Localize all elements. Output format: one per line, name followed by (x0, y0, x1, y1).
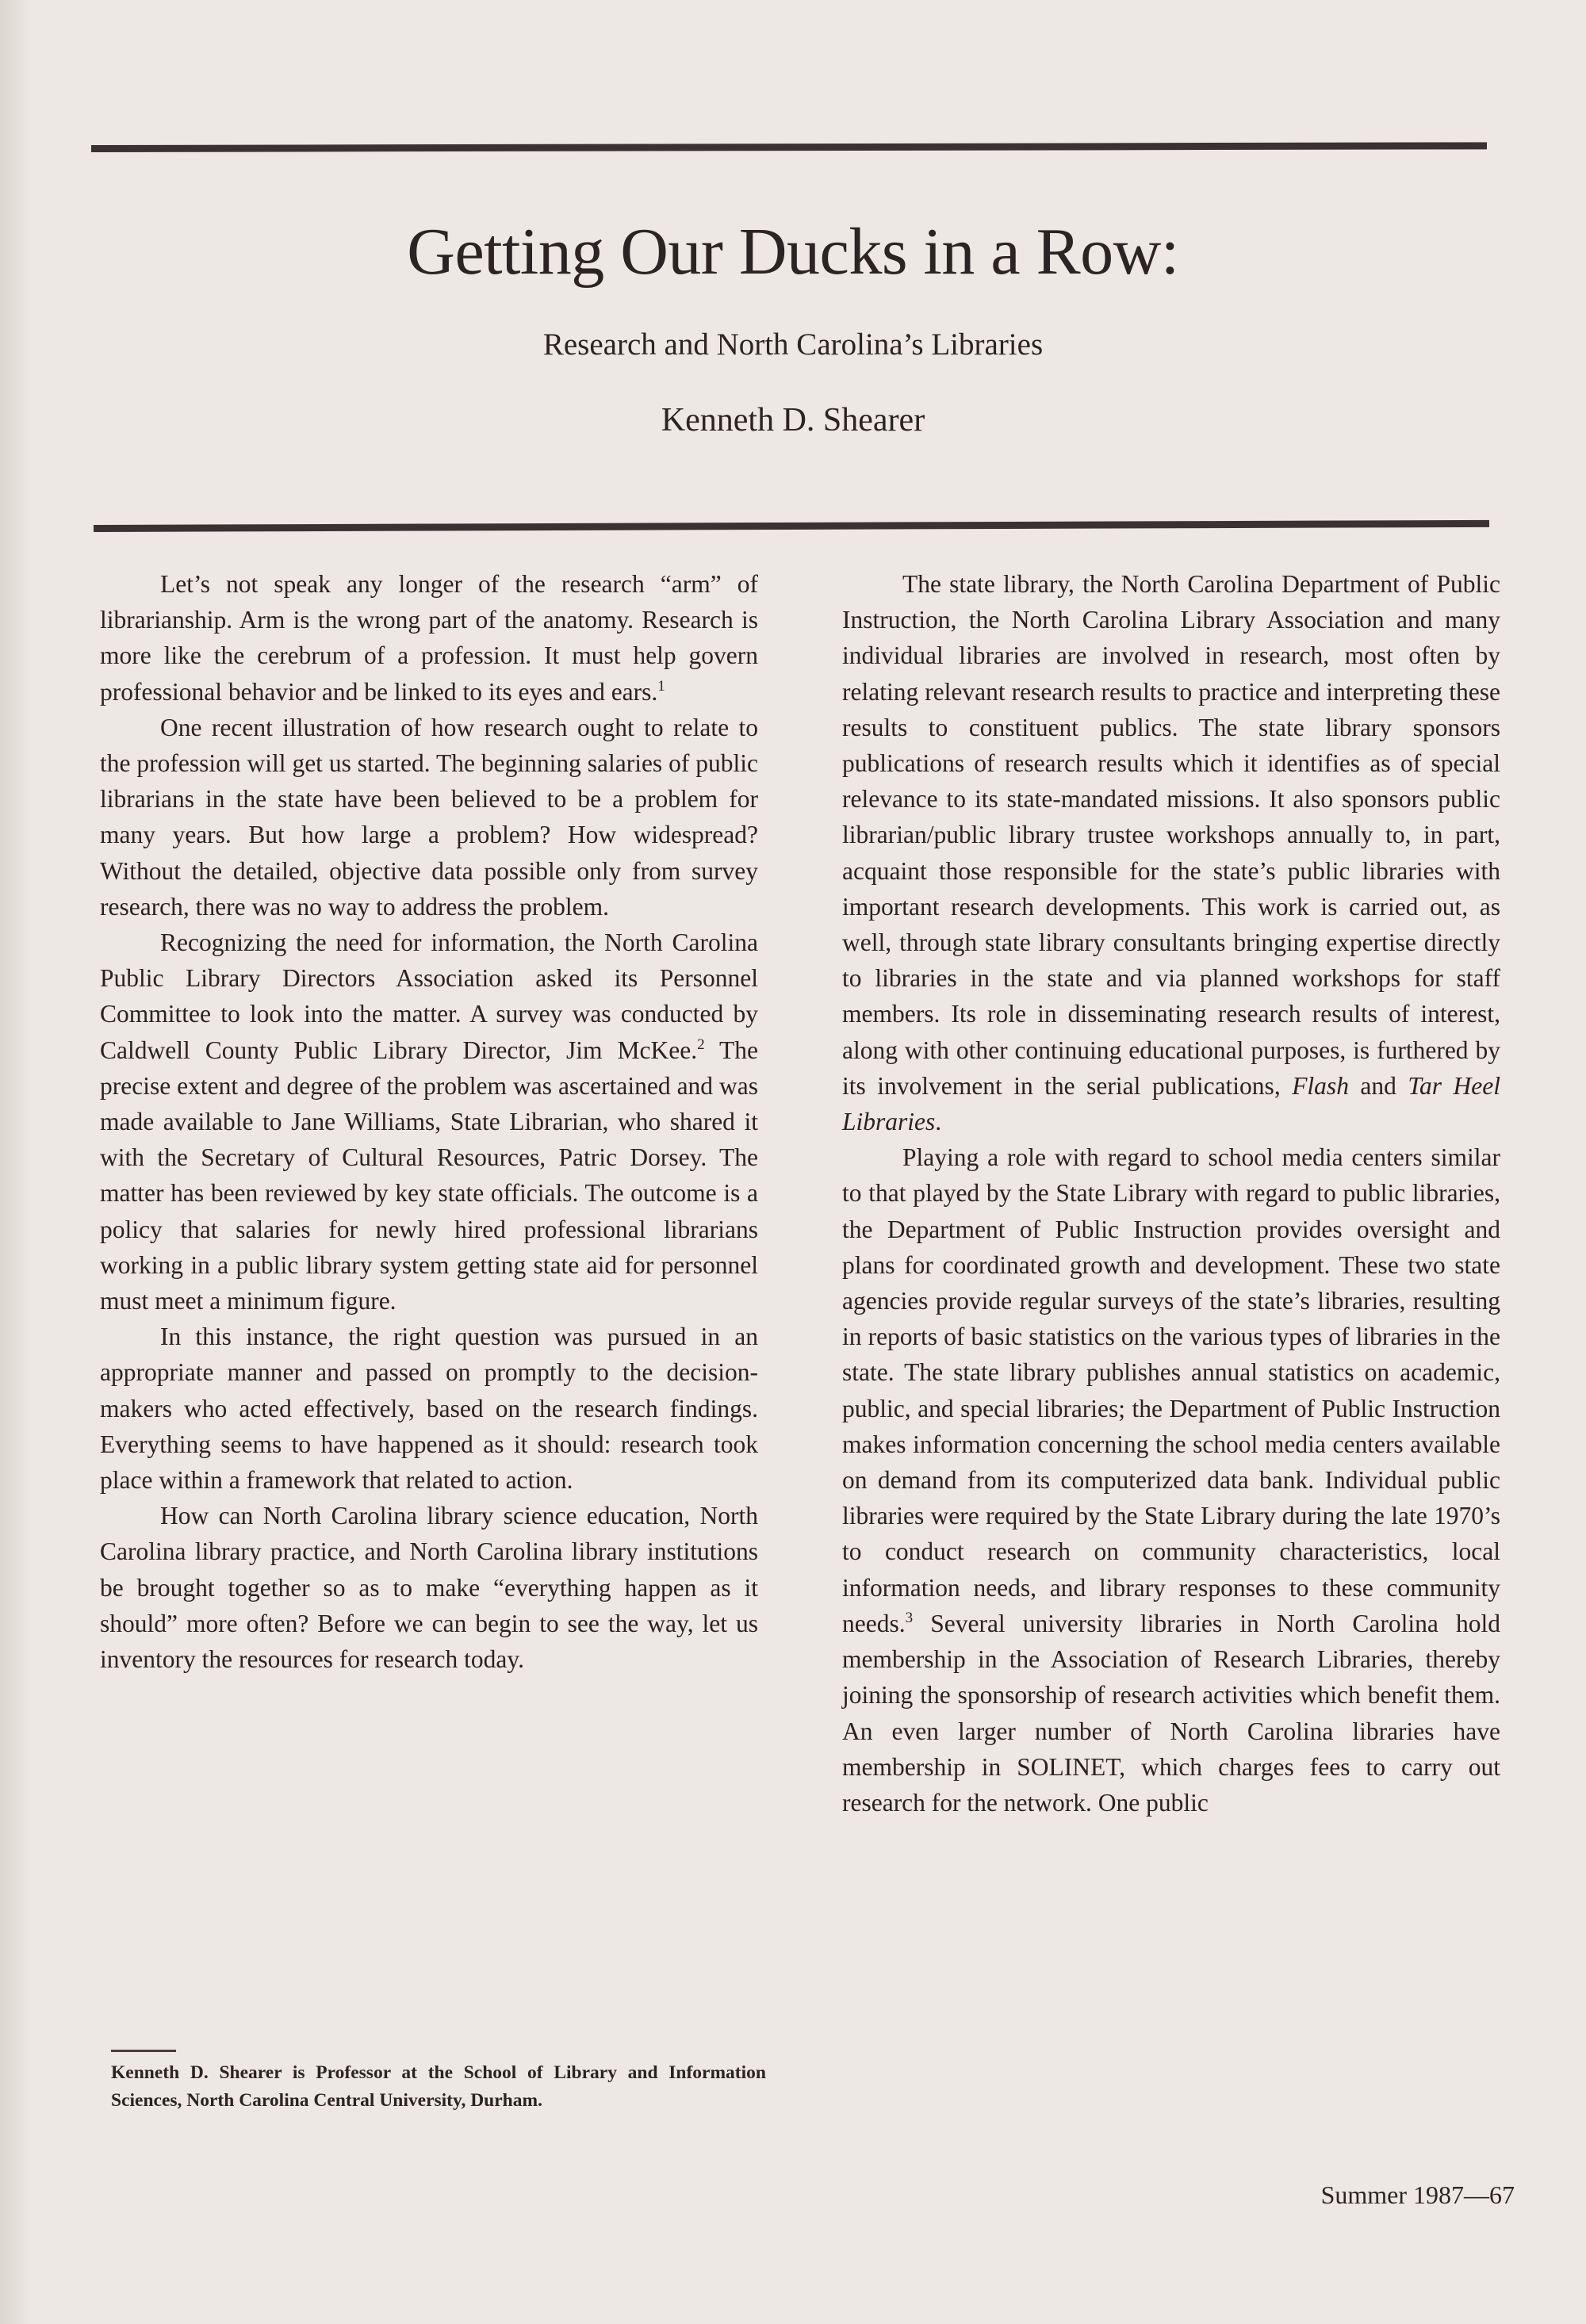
folio-separator: — (1464, 2180, 1489, 2209)
article-title: Getting Our Ducks in a Row: (407, 215, 1179, 289)
paragraph-text: Several university libraries in North Carolina hold membership in the Association of Research Libraries, thereby joining the sponsorship of research activities which benefit them. An even larger number of North Carolina libraries have membership in SOLINET, which charges fees to carry out research for the network. One public (842, 1609, 1500, 1817)
paragraph-text: One recent illustration of how research ought to relate to the profession will get us started. The beginning salaries of public librarians in the state have been believed to be a problem for many years. But how large a problem? How widespread? Without the detailed, objective data possible only from survey research, there was no way to address the problem. (100, 713, 758, 921)
paragraph-text: How can North Carolina library science education, North Carolina library practice, and North Carolina library institutions be brought together so as to make “everything happen as it should” more often? Before we can begin to see the way, let us inventory the resources for research today. (100, 1502, 758, 1674)
publication-title: Tar Heel Libraries (842, 1071, 1500, 1136)
right-column (842, 566, 1500, 1821)
footnote-ref: 2 (697, 1036, 705, 1053)
paragraph (100, 1319, 758, 1498)
footnote-ref: 1 (657, 677, 665, 695)
left-column (100, 566, 758, 1677)
paragraph (100, 710, 758, 925)
paragraph-text: . (935, 1108, 942, 1136)
publication-title: Flash (1292, 1071, 1349, 1100)
article-subtitle: Research and North Carolina’s Libraries (542, 327, 1044, 362)
paragraph-text: The precise extent and degree of the problem was ascertained and was made available to Jane Williams, State Librarian, who shared it with the Secretary of Cultural Resources, Patric Dorsey. The matter has been reviewed by key state officials. The outcome is a policy that salaries for newly hired professional librarians working in a public library system getting state aid for personnel must meet a minimum figure. (100, 1036, 758, 1315)
page-folio (1190, 2179, 1515, 2211)
footnote-ref: 3 (905, 1609, 914, 1626)
article-author: Kenneth D. Shearer (661, 402, 925, 438)
paragraph (100, 1498, 758, 1677)
paragraph-text: Playing a role with regard to school media centers similar to that played by the State Library with regard to public libraries, the Department of Public Instruction provides oversight and plans for coordinated growth and development. These two state agencies provide regular surveys of the state’s libraries, resulting in reports of basic statistics on the various types of libraries in the state. The state library publishes annual statistics on academic, public, and special libraries; the Department of Public Instruction makes information concerning the school media centers available on demand from its computerized data bank. Individual public libraries were required by the State Library during the late 1970’s to conduct research on community characteristics, local information needs, and library responses to these community needs. (842, 1143, 1500, 1637)
paragraph-text: In this instance, the right question was pursued in an appropriate manner and passed on promptly to the decision-makers who acted effectively, based on the research findings. Everything seems to have happened as it should: research took place within a framework that related to action. (100, 1323, 758, 1495)
paragraph (842, 1139, 1500, 1821)
footnote-rule (111, 2050, 176, 2052)
paragraph-text: The state library, the North Carolina Department of Public Instruction, the North Carolina Library Association and many individual libraries are involved in research, most often by relating relevant research results to practice and interpreting these results to constituent publics. The state library sponsors publications of research results which it identifies as of special relevance to its state-mandated missions. It also sponsors public librarian/public library trustee workshops annually to, in part, acquaint those responsible for the state’s public libraries with important research developments. This work is carried out, as well, through state library consultants bringing expertise directly to libraries in the state and via planned workshops for staff members. Its role in disseminating research results of interest, along with other continuing educational purposes, is furthered by its involvement in the serial publications, (842, 570, 1500, 1100)
paragraph (842, 566, 1500, 1139)
top-rule (91, 142, 1487, 152)
paragraph (100, 925, 758, 1319)
header-bottom-rule (94, 520, 1489, 532)
paragraph-text: Let’s not speak any longer of the research “arm” of librarianship. Arm is the wrong part of the anatomy. Research is more like the cerebrum of a profession. It must help govern professional behavior and be linked to its eyes and ears. (100, 570, 758, 706)
author-bio-footnote: Kenneth D. Shearer is Professor at the School of Library and Information Sciences, North Carolina Central University, Durham. (111, 2062, 766, 2111)
paragraph-text: and (1348, 1071, 1408, 1100)
paragraph (100, 566, 758, 710)
issue-date: Summer 1987 (1320, 2180, 1464, 2209)
paragraph-text: Recognizing the need for information, the North Carolina Public Library Directors Association asked its Personnel Committee to look into the matter. A survey was conducted by Caldwell County Public Library Director, Jim McKee. (100, 928, 758, 1064)
page-number: 67 (1489, 2180, 1515, 2209)
